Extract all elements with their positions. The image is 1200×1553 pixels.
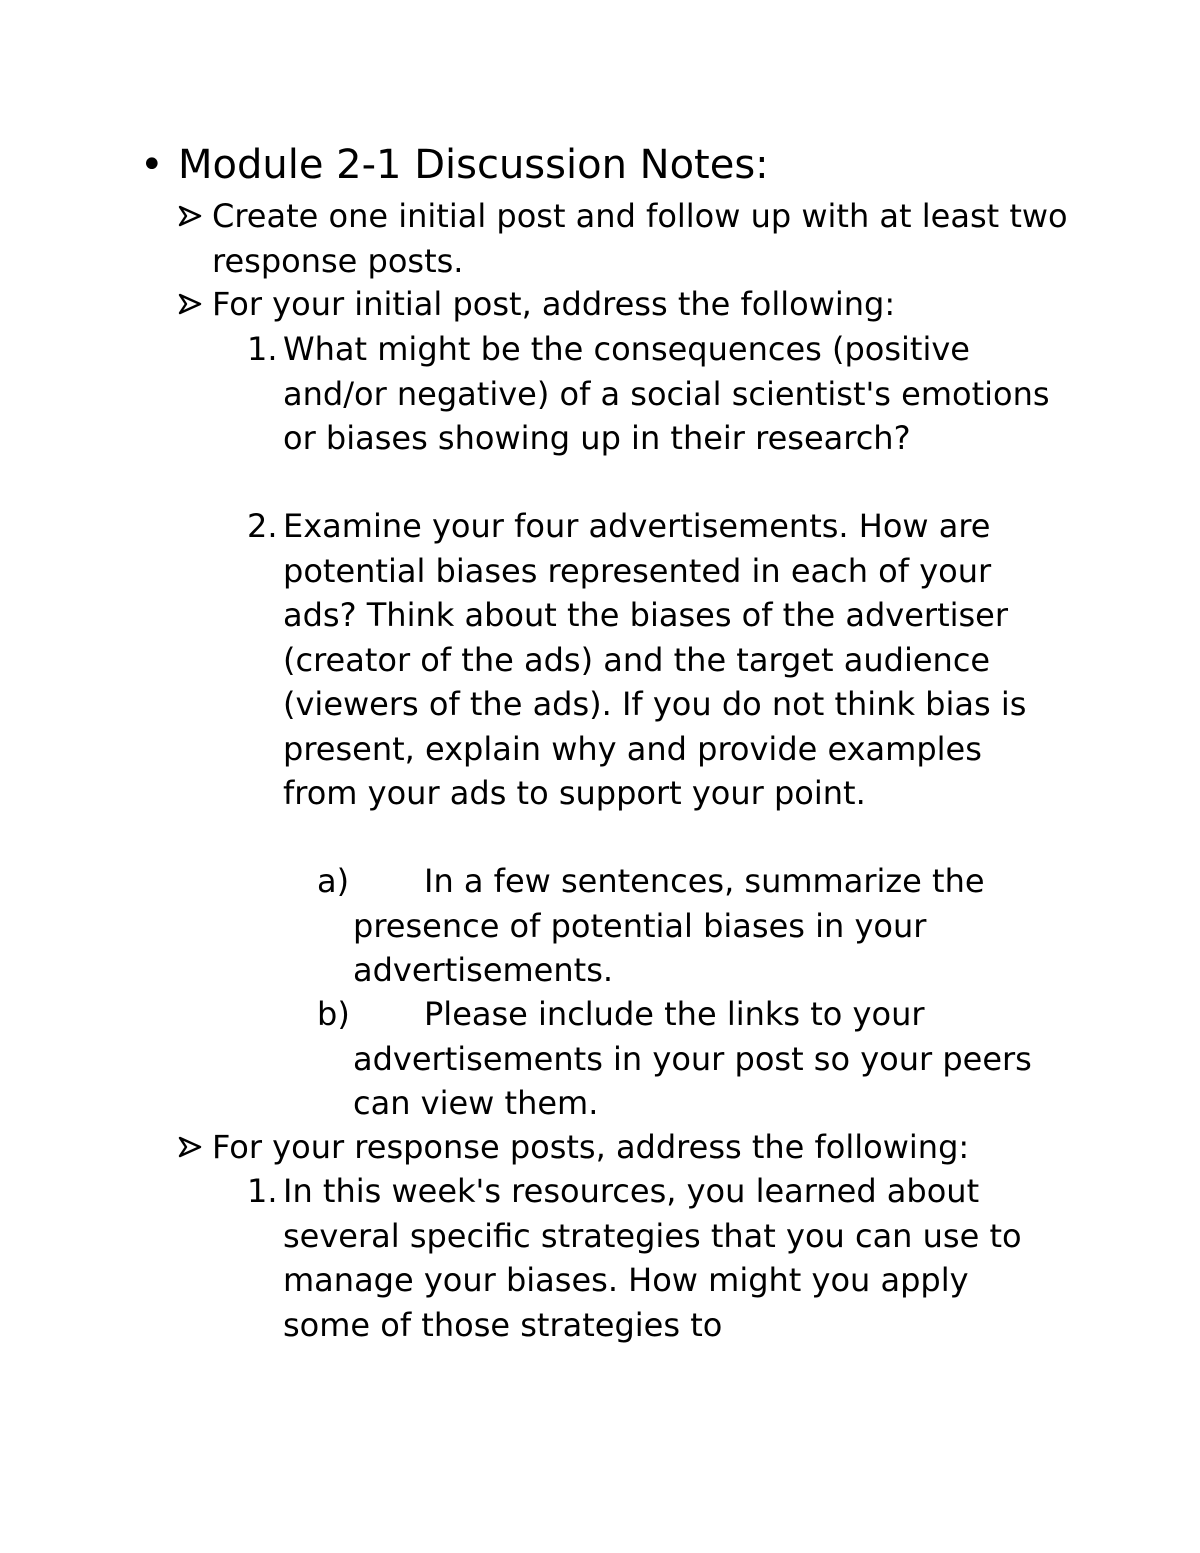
numbered-item-text: Examine your four advertisements. How are potential biases represented in each of your ads? Think about the biases of the advertiser (creator of the ads) and the target audience (viewers of the ads). If you do not think bias is present, explain why and provide examples from your ads to support your point. bbox=[283, 507, 1027, 812]
item-number: 1. bbox=[247, 330, 278, 368]
arrow-bullet-icon bbox=[178, 282, 212, 326]
list-item-text: For your response posts, address the following: bbox=[212, 1128, 970, 1166]
item-number: 1. bbox=[247, 1172, 278, 1210]
arrow-bullet-icon bbox=[178, 194, 212, 238]
list-item bbox=[178, 282, 1092, 327]
numbered-item-text: What might be the consequences (positive and/or negative) of a social scientist's emotions or biases showing up in their research? bbox=[283, 330, 1050, 457]
lettered-item bbox=[317, 859, 1053, 993]
arrow-bullet-icon bbox=[178, 1125, 212, 1169]
numbered-item bbox=[247, 1169, 1063, 1347]
numbered-item bbox=[247, 504, 1063, 816]
numbered-item bbox=[247, 327, 1063, 461]
bullet-dot: • bbox=[140, 142, 164, 188]
list-item bbox=[178, 194, 1092, 283]
list-item-text: Create one initial post and follow up with at least two response posts. bbox=[212, 197, 1068, 280]
lettered-item-text: In a few sentences, summarize the presence of potential biases in your advertisements. bbox=[353, 862, 985, 989]
lettered-item-text: Please include the links to your advertisements in your post so your peers can view them. bbox=[353, 995, 1032, 1122]
list-item bbox=[178, 1125, 1092, 1170]
list-item-text: For your initial post, address the following: bbox=[212, 285, 896, 323]
numbered-item-text: In this week's resources, you learned about several specific strategies that you can use to manage your biases. How might you apply some of those strategies to bbox=[283, 1172, 1022, 1344]
lettered-item bbox=[317, 992, 1053, 1126]
item-letter: b) bbox=[317, 995, 350, 1033]
item-letter: a) bbox=[317, 862, 350, 900]
title-line bbox=[140, 141, 769, 189]
page-title: Module 2-1 Discussion Notes: bbox=[178, 142, 769, 188]
item-number: 2. bbox=[247, 507, 278, 545]
